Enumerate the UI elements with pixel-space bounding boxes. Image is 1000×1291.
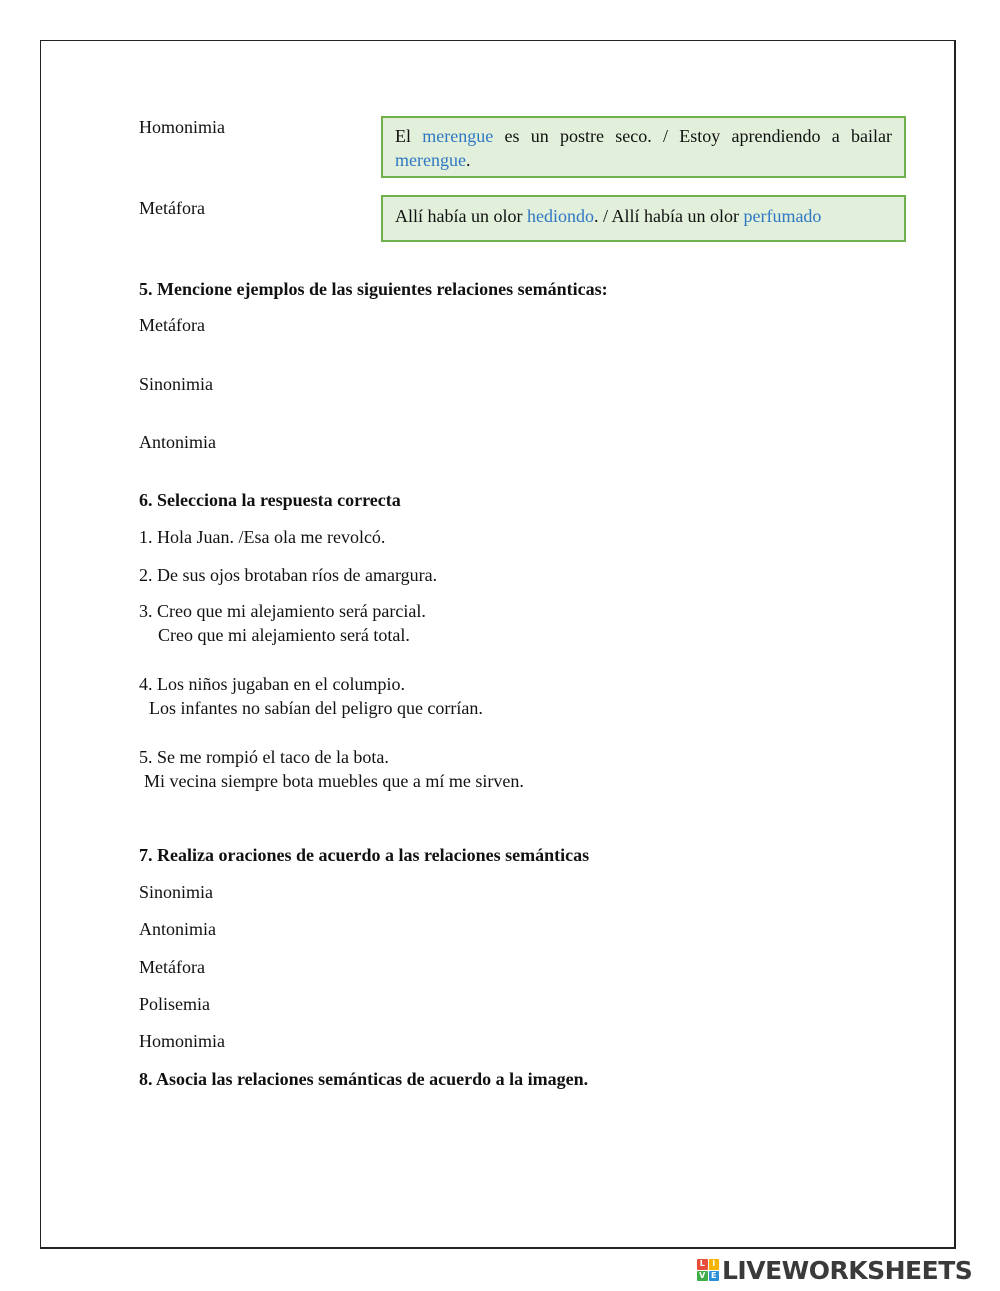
term-metafora: Metáfora [139, 198, 205, 218]
logo-letter: V [697, 1271, 708, 1282]
q6-item-3-line1: 3. Creo que mi alejamiento será parcial. [139, 601, 426, 621]
example-highlight-word: hediondo [526, 206, 594, 226]
q6-item-1: 1. Hola Juan. /Esa ola me revolcó. [139, 527, 386, 547]
example-highlight-word: perfumado [743, 206, 822, 226]
example-highlight-word: merengue [422, 126, 494, 146]
term-homonimia: Homonimia [139, 117, 225, 137]
q7-item-polisemia: Polisemia [139, 994, 210, 1014]
example-text: El [395, 126, 423, 146]
logo-letter: E [709, 1271, 720, 1282]
q6-item-5-line2: Mi vecina siempre bota muebles que a mí me sirven. [144, 771, 524, 791]
q7-item-metafora: Metáfora [139, 957, 205, 977]
q5-item-metafora: Metáfora [139, 315, 205, 335]
logo-letter: I [709, 1259, 720, 1270]
liveworksheets-logo-text: LIVEWORKSHEETS [722, 1255, 973, 1285]
q7-item-homonimia: Homonimia [139, 1031, 225, 1051]
example-box-metafora [381, 195, 906, 242]
logo-letter: L [697, 1259, 708, 1270]
q6-item-5-line1: 5. Se me rompió el taco de la bota. [139, 747, 389, 767]
example-highlight-word: merengue [395, 150, 466, 170]
q8-title: 8. Asocia las relaciones semánticas de acuerdo a la imagen. [139, 1069, 589, 1089]
q6-item-4-line1: 4. Los niños jugaban en el columpio. [139, 674, 405, 694]
example-text: Allí había un olor [395, 206, 527, 226]
example-text: . / Allí había un olor [593, 206, 744, 226]
example-box-homonimia [381, 116, 906, 178]
liveworksheets-logo-icon [697, 1259, 719, 1281]
q5-title: 5. Mencione ejemplos de las siguientes relaciones semánticas: [139, 279, 608, 299]
q6-item-3-line2: Creo que mi alejamiento será total. [158, 625, 410, 645]
q6-item-4-line2: Los infantes no sabían del peligro que corrían. [149, 698, 483, 718]
liveworksheets-logo[interactable] [697, 1256, 972, 1284]
q7-item-sinonimia: Sinonimia [139, 882, 214, 902]
q7-item-antonimia: Antonimia [139, 919, 216, 939]
q6-item-2: 2. De sus ojos brotaban ríos de amargura. [139, 565, 438, 585]
q6-title: 6. Selecciona la respuesta correcta [139, 490, 401, 510]
q5-item-sinonimia: Sinonimia [139, 374, 214, 394]
example-text: es un postre seco. / Estoy aprendiendo a bailar [493, 126, 892, 146]
example-text: . [465, 150, 471, 170]
q5-item-antonimia: Antonimia [139, 432, 216, 452]
q7-title: 7. Realiza oraciones de acuerdo a las relaciones semánticas [139, 845, 590, 865]
